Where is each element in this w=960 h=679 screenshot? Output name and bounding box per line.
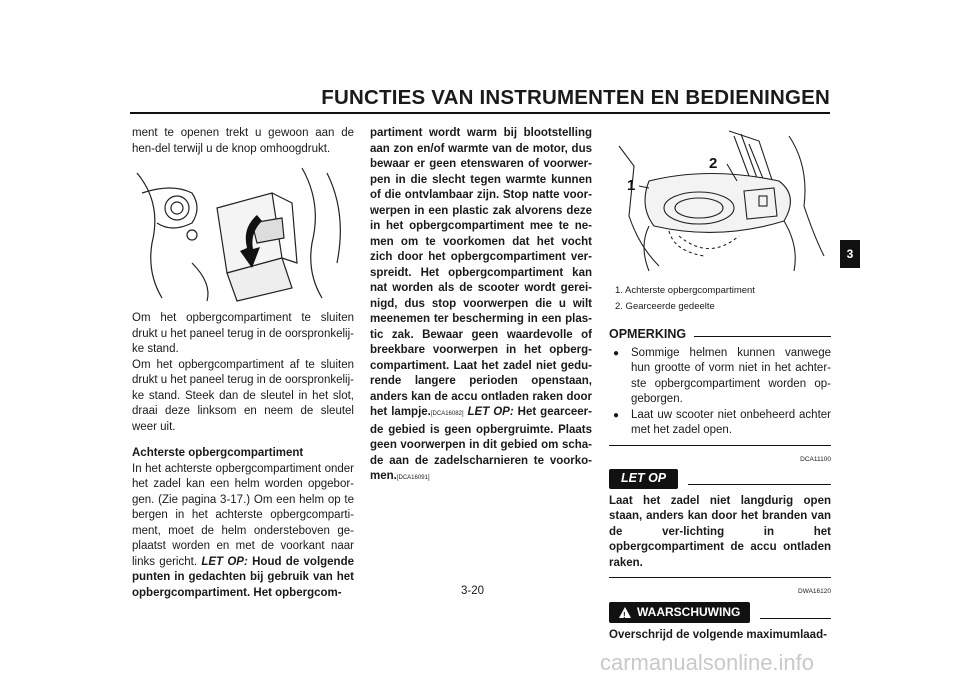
section-heading: Achterste opbergcompartiment (132, 447, 304, 459)
paragraph-close: Om het opbergcompartiment te sluiten drukt u het paneel terug in de oorspronkelij-ke stand. (132, 312, 354, 355)
front-compartment-illustration (132, 163, 354, 303)
column-right (609, 126, 831, 644)
page-number: 3-20 (461, 585, 485, 597)
warning-header (609, 602, 831, 624)
rear-compartment-illustration (609, 126, 831, 276)
paragraph-lock: Om het opbergcompartiment af te sluiten drukt u het paneel terug in de oorspronkelij-ke stand. Steek dan de sleutel in het slot, draai deze linksom en neem de sleutel weer uit. (132, 358, 354, 433)
caution-code: DCA11100 (800, 455, 831, 463)
warning-code: DWA16120 (798, 588, 831, 595)
column-left (132, 126, 354, 601)
caution-badge: LET OP (609, 469, 678, 489)
note-list (609, 346, 831, 439)
note-item: ● Sommige helmen kunnen vanwege hun grootte of vorm niet in het achter-ste opbergcompartiment worden op-geborgen. (631, 346, 831, 408)
caution-header (609, 469, 831, 489)
figure-label-1: 1 (627, 177, 636, 194)
caution-divider (609, 577, 831, 578)
chapter-tab: 3 (840, 240, 860, 268)
caution-text: Laat het zadel niet langdurig open staan, anders kan door het branden van de ver-lichting in het opbergcompartiment de accu ontladen raken. (609, 494, 831, 569)
note-heading: OPMERKING (609, 327, 831, 343)
paragraph-rear-compartment: In het achterste opbergcompartiment onder het zadel kan een helm worden opgebor-gen. (Zie pagina 3-17.) Om een helm op te bergen in het achterste opbergcomparti-ment, moet de helm ondersteboven ge-plaatst worden en met de voorkant naar links gericht. LET OP: Houd de volgende punten in gedachten bij gebruik van het opbergcompartiment. Het opbergcom- (132, 462, 355, 599)
figure-label-2: 2 (709, 155, 718, 172)
figure-caption-1: 1. Achterste opbergcompartiment (615, 285, 755, 296)
warning-text: Overschrijd de volgende maximumlaad- (609, 629, 827, 641)
page-header-title: FUNCTIES VAN INSTRUMENTEN EN BEDIENINGEN (321, 86, 830, 109)
note-item: ● Laat uw scooter niet onbeheerd achter met het zadel open. (631, 408, 831, 439)
watermark: carmanualsonline.info (600, 650, 815, 675)
note-divider (609, 445, 831, 446)
paragraph-intro: ment te openen trekt u gewoon aan de hen-del terwijl u de knop omhoogdrukt. (132, 127, 354, 155)
figure-caption-2: 2. Gearceerde gedeelte (615, 301, 715, 312)
notice-paragraph: partiment wordt warm bij blootstelling aan zon en/of warmte van de motor, dus bewaar er geen etenswaren of voorwer-pen in die slecht tegen warmte kunnen of die ontvlambaar zijn. Stop natte voor-werpen in een plastic zak alvorens deze in het opbergcompartiment mee te ne-men om te voorkomen dat het vocht zich door het opbergcompartiment ver-spreidt. Het opbergcompartiment kan nat worden als de scooter wordt gerei-nigd, dus stop voorwerpen die u wilt meenemen ter bescherming in een plas-tic zak. Bewaar geen waardevolle of breekbare voorwerpen in het opberg-compartiment. Laat het zadel niet gedu-rende langere perioden openstaan, anders kan de accu ontladen raken door het lampje.[DCA16082] LET OP: Het gearceer-de gebied is geen opbergruimte. Plaats geen voorwerpen in dit gebied om scha-de aan de zadelscharnieren te voorko-men.[DCA16091] (370, 127, 592, 482)
column-middle (370, 126, 592, 487)
warning-badge: ! WAARSCHUWING (609, 602, 750, 624)
header-rule (130, 112, 830, 114)
warning-icon: ! (619, 607, 631, 618)
